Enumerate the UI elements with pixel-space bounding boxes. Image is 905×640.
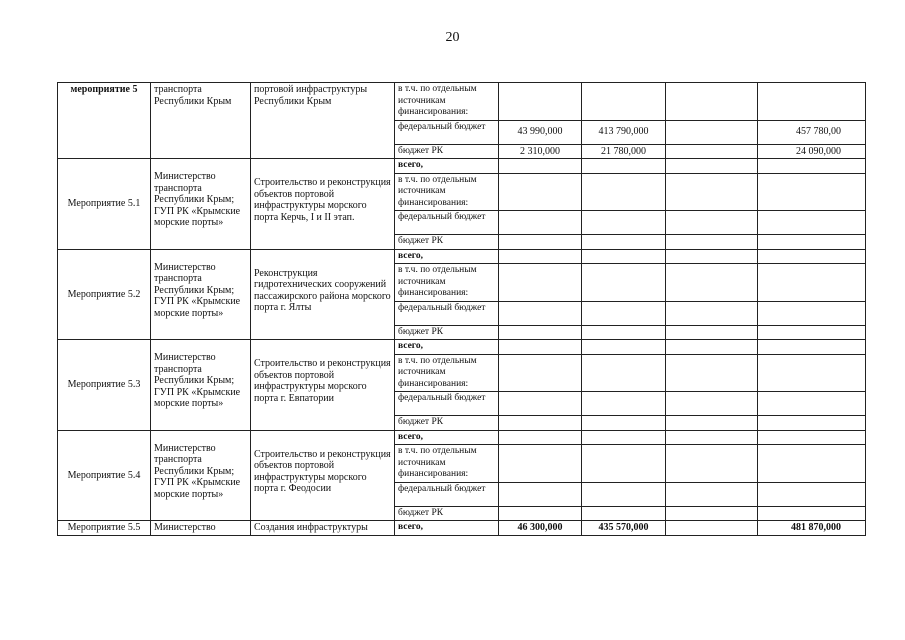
executor-cell: Министерство транспорта Республики Крым; ГУП РК «Крымские морские порты» [151, 340, 251, 431]
amount-cell: 2 310,000 [499, 144, 582, 159]
amount-cell [582, 159, 666, 174]
amount-cell [582, 506, 666, 521]
activity-cell: Мероприятие 5.4 [58, 430, 151, 521]
amount-cell [758, 264, 866, 302]
amount-cell [499, 325, 582, 340]
amount-cell [666, 159, 758, 174]
object-cell: Строительство и реконструкция объектов портовой инфраструктуры морского порта Керчь, I и II этап. [251, 159, 395, 250]
activity-cell: Мероприятие 5.5 [58, 521, 151, 536]
amount-cell [582, 354, 666, 392]
activity-cell: мероприятие 5 [58, 83, 151, 159]
amount-cell [758, 211, 866, 235]
amount-cell [666, 392, 758, 416]
table-row [58, 430, 866, 445]
amount-cell [582, 340, 666, 355]
amount-cell [499, 506, 582, 521]
amount-cell [499, 83, 582, 121]
amount-cell [582, 392, 666, 416]
funding-source-cell: бюджет РК [395, 325, 499, 340]
amount-cell [758, 392, 866, 416]
amount-cell [666, 416, 758, 431]
activity-cell: Мероприятие 5.1 [58, 159, 151, 250]
amount-cell [582, 325, 666, 340]
amount-cell [499, 482, 582, 506]
activity-cell: Мероприятие 5.3 [58, 340, 151, 431]
amount-cell [666, 325, 758, 340]
funding-source-cell: федеральный бюджет [395, 482, 499, 506]
object-cell: Строительство и реконструкция объектов портовой инфраструктуры морского порта г. Евпатории [251, 340, 395, 431]
amount-cell [499, 173, 582, 211]
amount-cell [499, 301, 582, 325]
funding-source-cell: всего, [395, 159, 499, 174]
amount-cell [666, 211, 758, 235]
table-body [58, 83, 866, 536]
funding-source-cell: в т.ч. по отдельным источникам финансирования: [395, 83, 499, 121]
amount-cell [499, 249, 582, 264]
amount-cell [582, 301, 666, 325]
funding-source-cell: бюджет РК [395, 506, 499, 521]
amount-cell [582, 445, 666, 483]
amount-cell [666, 249, 758, 264]
amount-cell [758, 354, 866, 392]
amount-cell [666, 235, 758, 250]
amount-cell [582, 416, 666, 431]
object-cell: Создания инфраструктуры [251, 521, 395, 536]
amount-cell [582, 482, 666, 506]
amount-cell [582, 235, 666, 250]
page-number: 20 [445, 30, 460, 45]
amount-cell [582, 211, 666, 235]
executor-cell: Министерство транспорта Республики Крым; ГУП РК «Крымские морские порты» [151, 159, 251, 250]
amount-cell [499, 416, 582, 431]
amount-cell: 481 870,000 [758, 521, 866, 536]
amount-cell [582, 173, 666, 211]
amount-cell [666, 506, 758, 521]
amount-cell [666, 173, 758, 211]
amount-cell [666, 445, 758, 483]
amount-cell [582, 83, 666, 121]
funding-source-cell: в т.ч. по отдельным источникам финансирования: [395, 354, 499, 392]
funding-source-cell: всего, [395, 430, 499, 445]
amount-cell [758, 430, 866, 445]
amount-cell: 413 790,000 [582, 120, 666, 144]
table-row [58, 249, 866, 264]
amount-cell [758, 340, 866, 355]
amount-cell [499, 264, 582, 302]
amount-cell [666, 340, 758, 355]
amount-cell [499, 211, 582, 235]
amount-cell: 24 090,000 [758, 144, 866, 159]
amount-cell [666, 120, 758, 144]
funding-source-cell: федеральный бюджет [395, 392, 499, 416]
funding-source-cell: всего, [395, 340, 499, 355]
amount-cell [666, 83, 758, 121]
financing-table [57, 82, 866, 536]
funding-source-cell: всего, [395, 249, 499, 264]
amount-cell [758, 301, 866, 325]
amount-cell [499, 159, 582, 174]
activity-cell: Мероприятие 5.2 [58, 249, 151, 340]
amount-cell [758, 173, 866, 211]
amount-cell: 435 570,000 [582, 521, 666, 536]
amount-cell [666, 354, 758, 392]
amount-cell [758, 159, 866, 174]
amount-cell: 457 780,00 [758, 120, 866, 144]
table-row [58, 83, 866, 121]
executor-cell: Министерство [151, 521, 251, 536]
executor-cell: Министерство транспорта Республики Крым; ГУП РК «Крымские морские порты» [151, 249, 251, 340]
table-row [58, 340, 866, 355]
funding-source-cell: в т.ч. по отдельным источникам финансирования: [395, 445, 499, 483]
amount-cell [499, 392, 582, 416]
amount-cell [499, 235, 582, 250]
amount-cell: 43 990,000 [499, 120, 582, 144]
amount-cell [499, 340, 582, 355]
funding-source-cell: федеральный бюджет [395, 211, 499, 235]
amount-cell [666, 430, 758, 445]
funding-source-cell: бюджет РК [395, 144, 499, 159]
amount-cell [666, 264, 758, 302]
funding-source-cell: всего, [395, 521, 499, 536]
funding-source-cell: бюджет РК [395, 416, 499, 431]
amount-cell: 46 300,000 [499, 521, 582, 536]
table-row [58, 521, 866, 536]
amount-cell [666, 521, 758, 536]
table-row [58, 159, 866, 174]
amount-cell [582, 430, 666, 445]
amount-cell [758, 482, 866, 506]
object-cell: Строительство и реконструкция объектов портовой инфраструктуры морского порта г. Феодосии [251, 430, 395, 521]
amount-cell [758, 235, 866, 250]
amount-cell [758, 506, 866, 521]
executor-cell: транспорта Республики Крым [151, 83, 251, 159]
amount-cell [666, 301, 758, 325]
funding-source-cell: федеральный бюджет [395, 120, 499, 144]
amount-cell [758, 249, 866, 264]
object-cell: портовой инфраструктуры Республики Крым [251, 83, 395, 159]
amount-cell [499, 430, 582, 445]
amount-cell [758, 325, 866, 340]
funding-source-cell: в т.ч. по отдельным источникам финансирования: [395, 173, 499, 211]
amount-cell: 21 780,000 [582, 144, 666, 159]
amount-cell [582, 264, 666, 302]
amount-cell [758, 416, 866, 431]
amount-cell [666, 144, 758, 159]
amount-cell [582, 249, 666, 264]
amount-cell [666, 482, 758, 506]
funding-source-cell: в т.ч. по отдельным источникам финансирования: [395, 264, 499, 302]
amount-cell [758, 445, 866, 483]
amount-cell [758, 83, 866, 121]
amount-cell [499, 354, 582, 392]
object-cell: Реконструкция гидротехнических сооружений пассажирского района морского порта г. Ялты [251, 249, 395, 340]
funding-source-cell: федеральный бюджет [395, 301, 499, 325]
funding-source-cell: бюджет РК [395, 235, 499, 250]
amount-cell [499, 445, 582, 483]
executor-cell: Министерство транспорта Республики Крым; ГУП РК «Крымские морские порты» [151, 430, 251, 521]
